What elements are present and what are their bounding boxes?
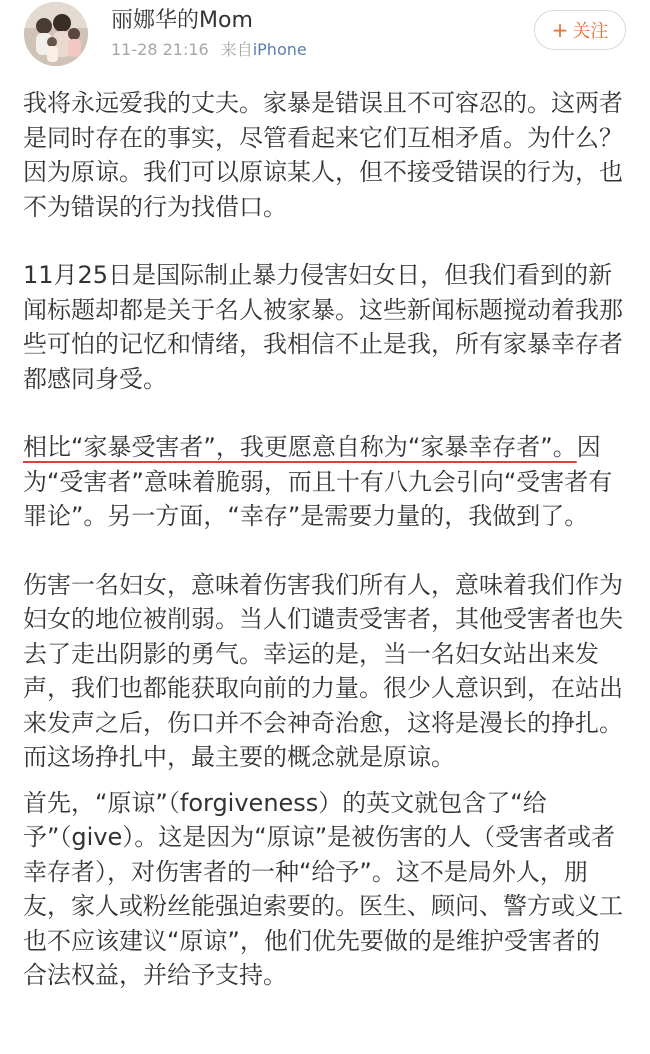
avatar-photo-icon: [24, 2, 88, 66]
plus-icon: +: [551, 18, 569, 42]
post-paragraph-1: 我将永远爱我的丈夫。家暴是错误且不可容忍的。这两者是同时存在的事实，尽管看起来它们互相矛盾。为什么？因为原谅。我们可以原谅某人，但不接受错误的行为，也不为错误的行为找借口。: [23, 89, 623, 221]
post-timestamp: 11-28 21:16: [111, 40, 209, 59]
post-paragraph-3: [23, 430, 623, 534]
post-paragraph-5: 首先，“原谅”（forgiveness）的英文就包含了“给予”（give）。这是因为“原谅”是被伤害的人（受害者或者幸存者），对伤害者的一种“给予”。这不是局外人，朋友，家人或粉丝能强迫索要的。医生、顾问、警方或义工也不应该建议“原谅”，他们优先要做的是维护受害者的合法权益，并给予支持。: [23, 788, 623, 989]
source-prefix: 来自: [220, 40, 253, 59]
post-paragraph-2: 11月25日是国际制止暴力侵害妇女日，但我们看到的新闻标题却都是关于名人被家暴。这些新闻标题搅动着我那些可怕的记忆和情绪，我相信不止是我，所有家暴幸存者都感同身受。: [23, 261, 623, 393]
underlined-highlight: 相比“家暴受害者”，我更愿意自称为“家暴幸存者”。: [23, 433, 577, 461]
post-paragraph-4: 伤害一名妇女，意味着伤害我们所有人，意味着我们作为妇女的地位被削弱。当人们谴责受害者，其他受害者也失去了走出阴影的勇气。幸运的是，当一名妇女站出来发声，我们也都能获取向前的力量。很少人意识到，在站出来发声之后，伤口并不会神奇治愈，这将是漫长的挣扎。而这场挣扎中，最主要的概念就是原谅。: [23, 570, 623, 771]
source-device-link[interactable]: iPhone: [252, 40, 307, 59]
follow-button[interactable]: [534, 10, 626, 50]
avatar[interactable]: [24, 2, 88, 66]
post-body: [23, 86, 623, 993]
follow-label: 关注: [572, 21, 609, 42]
post-meta: [111, 38, 307, 62]
username[interactable]: 丽娜华的Mom: [111, 8, 253, 33]
post-paragraph-3-rest: 因为“受害者”意味着脆弱，而且十有八九会引向“受害者有罪论”。另一方面，“幸存”是需要力量的，我做到了。: [23, 433, 613, 530]
post-header: [0, 0, 650, 80]
